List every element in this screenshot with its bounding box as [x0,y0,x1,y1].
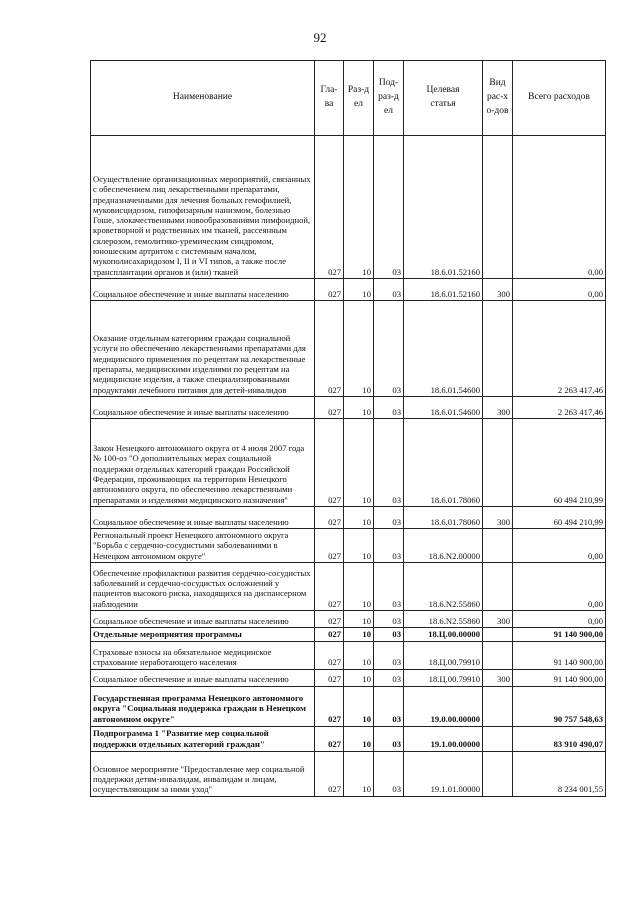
row-glava: 027 [315,611,344,628]
row-target: 18.6.01.78060 [404,419,483,507]
row-podrazdel: 03 [374,419,404,507]
row-target: 18.6.01.52160 [404,136,483,279]
budget-table [90,60,606,797]
table-row [91,563,606,611]
row-vid: 300 [483,507,513,529]
table-row [91,279,606,301]
row-vid [483,641,513,669]
row-total: 60 494 210,99 [513,507,606,529]
row-vid [483,751,513,796]
row-razdel: 10 [344,726,374,751]
row-name: Отдельные мероприятия программы [91,628,315,642]
row-target: 19.1.00.00000 [404,726,483,751]
row-name: Оказание отдельным категориям граждан социальной услуги по обеспечению лекарственными препаратами для медицинского применения по рецептам на лекарственные препараты, медицинскими изделиями по рецептам на медицинские изделия, а также специализированными продуктами лечебного питания для детей-инвалидов [91,301,315,397]
row-total: 91 140 900,00 [513,641,606,669]
row-glava: 027 [315,136,344,279]
row-vid [483,686,513,726]
table-row [91,628,606,642]
row-glava: 027 [315,301,344,397]
row-name: Социальное обеспечение и иные выплаты населению [91,507,315,529]
row-glava: 027 [315,279,344,301]
header-total: Всего расходов [513,61,606,136]
row-glava: 027 [315,751,344,796]
row-target: 18.Ц.00.79910 [404,669,483,686]
row-razdel: 10 [344,279,374,301]
row-podrazdel: 03 [374,669,404,686]
header-podrazdel: Под-раз-дел [374,61,404,136]
row-target: 18.6.01.78060 [404,507,483,529]
row-podrazdel: 03 [374,726,404,751]
header-glava: Гла-ва [315,61,344,136]
row-name: Социальное обеспечение и иные выплаты населению [91,611,315,628]
row-podrazdel: 03 [374,301,404,397]
row-total: 0,00 [513,529,606,563]
row-target: 18.6.N2.55860 [404,611,483,628]
row-podrazdel: 03 [374,563,404,611]
table-row [91,529,606,563]
row-total: 83 910 490,07 [513,726,606,751]
row-target: 18.6.01.54600 [404,397,483,419]
row-glava: 027 [315,669,344,686]
row-vid [483,529,513,563]
row-total: 0,00 [513,279,606,301]
row-total: 0,00 [513,563,606,611]
row-total: 91 140 900,00 [513,669,606,686]
row-podrazdel: 03 [374,279,404,301]
row-razdel: 10 [344,611,374,628]
row-podrazdel: 03 [374,136,404,279]
table-row [91,669,606,686]
header-target: Целевая статья [404,61,483,136]
row-glava: 027 [315,419,344,507]
row-target: 19.1.01.00000 [404,751,483,796]
row-glava: 027 [315,641,344,669]
row-razdel: 10 [344,628,374,642]
table-row [91,641,606,669]
row-total: 2 263 417,46 [513,397,606,419]
row-total: 91 140 900,00 [513,628,606,642]
row-name: Подпрограмма 1 "Развитие мер социальной поддержки отдельных категорий граждан" [91,726,315,751]
row-target: 18.Ц.00.79910 [404,641,483,669]
row-vid [483,136,513,279]
row-name: Государственная программа Ненецкого автономного округа "Социальная поддержка граждан в Ненецком автономном округе" [91,686,315,726]
row-glava: 027 [315,628,344,642]
header-razdel: Раз-дел [344,61,374,136]
row-podrazdel: 03 [374,751,404,796]
row-total: 90 757 548,63 [513,686,606,726]
row-podrazdel: 03 [374,611,404,628]
table-row [91,136,606,279]
table-row [91,751,606,796]
row-name: Основное мероприятие "Предоставление мер социальной поддержки детям-инвалидам, инвалидам и лицам, осуществляющим за ними уход" [91,751,315,796]
header-row [91,61,606,136]
table-row [91,301,606,397]
table-row [91,686,606,726]
table-row [91,611,606,628]
row-name: Осуществление организационных мероприятий, связанных с обеспечением лиц лекарственными препаратами, предназначенными для лечения больных гемофилией, муковисцидозом, гипофизарным нанизмом, болезнью Гоше, злокачественными новообразованиями лимфоидной, кроветворной и родственных им тканей, рассеянным склерозом, гемолитико-уремическим синдромом, юношеским артритом с системным началом, мукополисахаридозом I, II и VI типов, а также после трансплантации органов и (или) тканей [91,136,315,279]
row-target: 19.0.00.00000 [404,686,483,726]
row-razdel: 10 [344,507,374,529]
row-target: 18.6.01.52160 [404,279,483,301]
row-name: Социальное обеспечение и иные выплаты населению [91,279,315,301]
table-body [91,136,606,797]
row-razdel: 10 [344,301,374,397]
header-vid: Вид рас-хо-дов [483,61,513,136]
row-razdel: 10 [344,641,374,669]
row-vid [483,419,513,507]
row-name: Закон Ненецкого автономного округа от 4 июля 2007 года № 100-оз "О дополнительных мерах социальной поддержки отдельных категорий граждан Российской Федерации, проживающих на территории Ненецкого автономного округа, по обеспечению лекарственными препаратами и изделиями медицинского назначения" [91,419,315,507]
table-row [91,726,606,751]
row-vid [483,301,513,397]
row-razdel: 10 [344,563,374,611]
header-name: Наименование [91,61,315,136]
row-glava: 027 [315,507,344,529]
row-name: Страховые взносы на обязательное медицинское страхование неработающего населения [91,641,315,669]
row-total: 8 234 001,55 [513,751,606,796]
row-razdel: 10 [344,136,374,279]
row-podrazdel: 03 [374,686,404,726]
row-name: Социальное обеспечение и иные выплаты населению [91,397,315,419]
row-name: Обеспечение профилактики развития сердечно-сосудистых заболеваний и сердечно-сосудистых осложнений у пациентов высокого риска, находящихся на диспансерном наблюдении [91,563,315,611]
row-podrazdel: 03 [374,628,404,642]
row-target: 18.6.N2.00000 [404,529,483,563]
row-glava: 027 [315,563,344,611]
row-vid: 300 [483,397,513,419]
row-vid: 300 [483,669,513,686]
row-target: 18.6.N2.55860 [404,563,483,611]
table-row [91,397,606,419]
row-razdel: 10 [344,751,374,796]
row-razdel: 10 [344,397,374,419]
row-podrazdel: 03 [374,529,404,563]
row-vid: 300 [483,279,513,301]
row-vid [483,726,513,751]
page-number: 92 [313,30,327,45]
row-razdel: 10 [344,686,374,726]
row-glava: 027 [315,529,344,563]
row-total: 2 263 417,46 [513,301,606,397]
row-total: 60 494 210,99 [513,419,606,507]
row-glava: 027 [315,686,344,726]
row-glava: 027 [315,726,344,751]
row-vid [483,563,513,611]
row-podrazdel: 03 [374,641,404,669]
row-podrazdel: 03 [374,507,404,529]
row-vid: 300 [483,611,513,628]
row-target: 18.Ц.00.00000 [404,628,483,642]
row-total: 0,00 [513,611,606,628]
row-target: 18.6.01.54600 [404,301,483,397]
row-razdel: 10 [344,419,374,507]
table-row [91,419,606,507]
row-podrazdel: 03 [374,397,404,419]
row-razdel: 10 [344,529,374,563]
row-name: Социальное обеспечение и иные выплаты населению [91,669,315,686]
row-vid [483,628,513,642]
row-glava: 027 [315,397,344,419]
table-row [91,507,606,529]
row-razdel: 10 [344,669,374,686]
row-total: 0,00 [513,136,606,279]
row-name: Региональный проект Ненецкого автономного округа "Борьба с сердечно-сосудистыми заболеваниями в Ненецком автономном округе" [91,529,315,563]
